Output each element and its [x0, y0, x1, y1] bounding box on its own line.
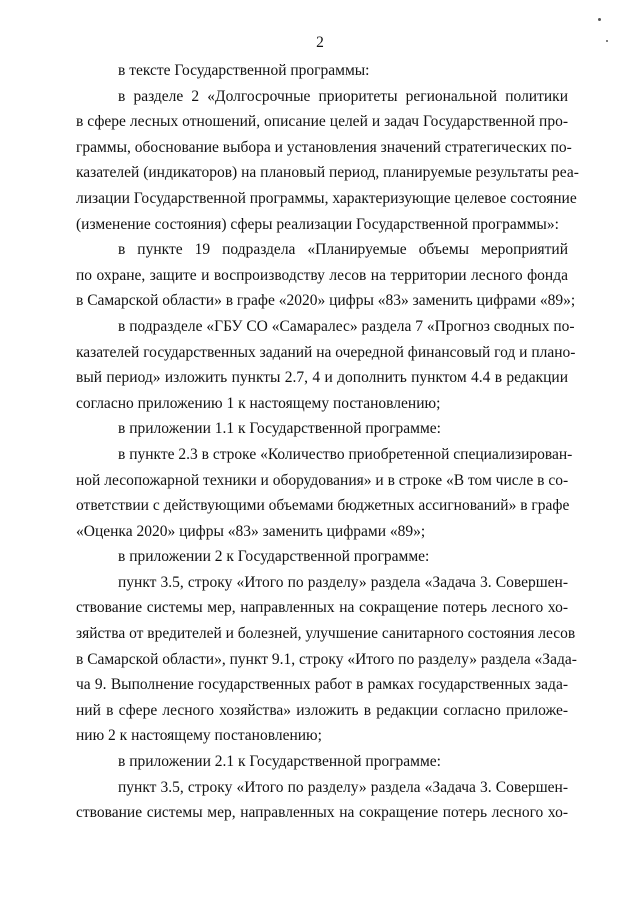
- text-line: в приложении 1.1 к Государственной программе:: [118, 420, 441, 438]
- text-line: в приложении 2 к Государственной программе:: [118, 548, 430, 566]
- text-line: в сфере лесных отношений, описание целей и задач Государственной про-: [76, 113, 568, 131]
- text-line: ча 9. Выполнение государственных работ в рамках государственных зада-: [76, 676, 568, 694]
- document-body: [76, 58, 579, 826]
- text-line: пункт 3.5, строку «Итого по разделу» раздела «Задача 3. Совершен-: [118, 778, 568, 796]
- text-line: лизации Государственной программы, характеризующие целевое состояние: [76, 189, 577, 207]
- page-number: 2: [316, 34, 324, 51]
- text-line: в Самарской области», пункт 9.1, строку «Итого по разделу» раздела «Зада-: [76, 650, 577, 668]
- text-line: зяйства от вредителей и болезней, улучшение санитарного состояния лесов: [76, 625, 576, 643]
- text-line: по охране, защите и воспроизводству лесов на территории лесного фонда: [76, 266, 568, 284]
- text-line: граммы, обоснование выбора и установления значений стратегических по-: [76, 138, 572, 156]
- text-line: вый период» изложить пункты 2.7, 4 и дополнить пунктом 4.4 в редакции: [76, 369, 568, 387]
- text-line: нию 2 к настоящему постановлению;: [76, 727, 322, 745]
- text-line: согласно приложению 1 к настоящему постановлению;: [76, 394, 441, 412]
- text-line: в приложении 2.1 к Государственной программе:: [118, 753, 441, 771]
- text-line: в Самарской области» в графе «2020» цифры «83» заменить цифрами «89»;: [76, 292, 576, 310]
- text-line: в пункте 19 подраздела «Планируемые объемы мероприятий: [118, 241, 568, 259]
- text-line: в тексте Государственной программы:: [118, 62, 370, 79]
- text-line: ствование системы мер, направленных на сокращение потерь лесного хо-: [76, 599, 568, 617]
- text-line: казателей (индикаторов) на плановый период, планируемые результаты реа-: [76, 164, 579, 182]
- text-line: в подразделе «ГБУ СО «Самаралес» раздела 7 «Прогноз сводных по-: [118, 317, 575, 335]
- text-line: пункт 3.5, строку «Итого по разделу» раздела «Задача 3. Совершен-: [118, 573, 568, 591]
- text-line: (изменение состояния) сферы реализации Государственной программы»:: [76, 215, 559, 233]
- text-line: ответствии с действующими объемами бюджетных ассигнований» в графе: [76, 497, 570, 515]
- text-line: ной лесопожарной техники и оборудования» и в строке «В том числе в со-: [76, 471, 569, 489]
- text-line: в разделе 2 «Долгосрочные приоритеты региональной политики: [118, 87, 568, 105]
- text-line: казателей государственных заданий на очередной финансовый год и плано-: [76, 343, 576, 361]
- scan-speck: [606, 40, 608, 42]
- text-line: в пункте 2.3 в строке «Количество приобретенной специализирован-: [118, 445, 573, 463]
- text-line: ний в сфере лесного хозяйства» изложить в редакции согласно приложе-: [76, 701, 568, 719]
- text-line: ствование системы мер, направленных на сокращение потерь лесного хо-: [76, 804, 568, 822]
- scan-speck: [598, 18, 601, 21]
- text-line: «Оценка 2020» цифры «83» заменить цифрами «89»;: [76, 522, 426, 540]
